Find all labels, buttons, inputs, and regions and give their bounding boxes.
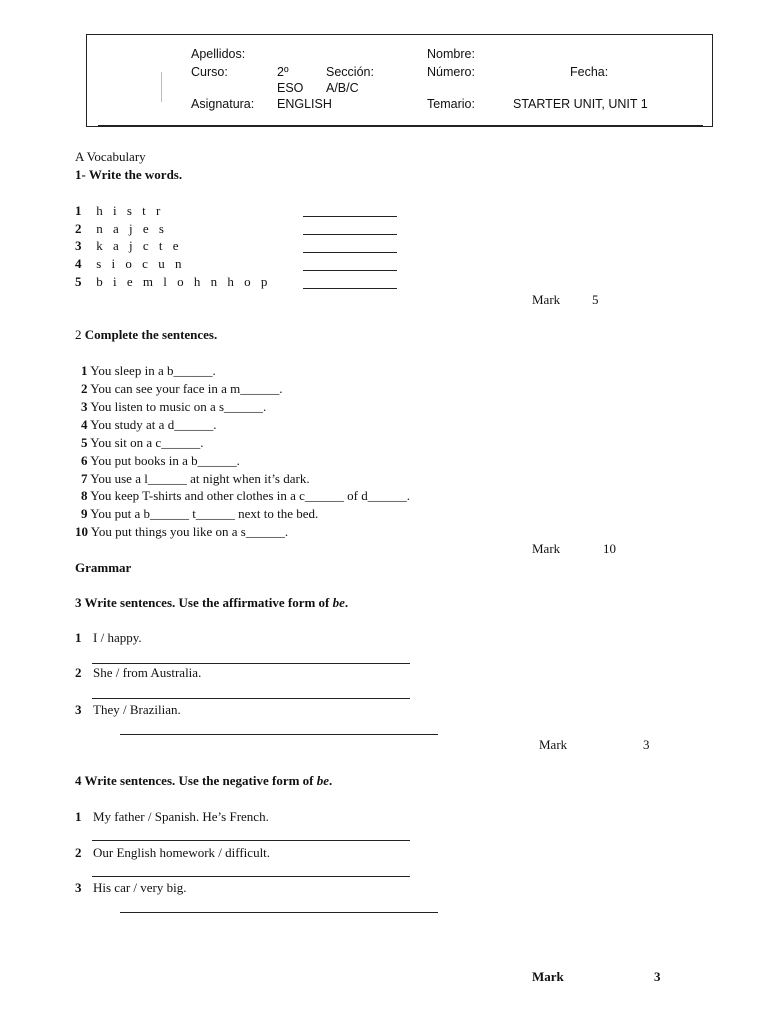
item-number: 3 <box>75 238 82 253</box>
apellidos-label: Apellidos: <box>191 47 246 61</box>
word-row <box>75 274 271 290</box>
scrambled-word: h i s t r <box>96 203 164 218</box>
nombre-label: Nombre: <box>427 47 475 61</box>
curso-value-a: 2º <box>277 65 289 79</box>
exercise-instruction: Complete the sentences. <box>84 327 218 342</box>
scrambled-word: n a j e s <box>96 221 168 236</box>
answer-line[interactable] <box>92 840 410 841</box>
answer-line[interactable] <box>303 216 397 217</box>
prompt-item: 1 I / happy. <box>75 630 142 645</box>
answer-line[interactable] <box>303 234 397 235</box>
header-rule <box>98 125 703 126</box>
answer-line[interactable] <box>303 288 397 289</box>
scrambled-word: k a j c t e <box>96 238 183 253</box>
word-row <box>75 203 164 219</box>
seccion-value: A/B/C <box>326 81 359 95</box>
section-a-heading: A Vocabulary <box>75 149 146 164</box>
sentence-item: 3 You listen to music on a s______. <box>81 399 267 414</box>
mark-label: Mark <box>532 969 564 984</box>
prompt-item: 2 She / from Australia. <box>75 665 202 680</box>
exercise-1-title: 1- Write the words. <box>75 167 183 182</box>
item-number: 1 <box>75 203 82 218</box>
answer-line[interactable] <box>120 912 438 913</box>
sentence-item: 7 You use a l______ at night when it’s dark. <box>81 471 310 486</box>
answer-line[interactable] <box>92 876 410 877</box>
curso-label: Curso: <box>191 65 228 79</box>
sentence-item: 1 You sleep in a b______. <box>81 363 216 378</box>
header-divider <box>161 72 162 102</box>
curso-value-b: ESO <box>277 81 304 95</box>
asignatura-label: Asignatura: <box>191 97 255 111</box>
prompt-item: 1 My father / Spanish. He’s French. <box>75 809 269 824</box>
word-row <box>75 221 167 237</box>
asignatura-value: ENGLISH <box>277 97 332 111</box>
mark-value: 3 <box>643 737 650 752</box>
seccion-label: Sección: <box>326 65 374 79</box>
answer-line[interactable] <box>92 698 410 699</box>
prompt-item: 3 They / Brazilian. <box>75 702 181 717</box>
mark-label: Mark <box>532 292 561 307</box>
sentence-item: 10 You put things you like on a s______. <box>75 524 289 539</box>
scrambled-word: b i e m l o h n h o p <box>96 274 271 289</box>
mark-value: 10 <box>603 541 616 556</box>
prompt-item: 2 Our English homework / difficult. <box>75 845 271 860</box>
fecha-label: Fecha: <box>570 65 609 79</box>
answer-line[interactable] <box>120 734 438 735</box>
exercise-4-title: 4 Write sentences. Use the negative form of be. <box>75 773 333 788</box>
item-number: 5 <box>75 274 82 289</box>
exercise-number: 2 <box>75 327 82 342</box>
answer-line[interactable] <box>303 270 397 271</box>
numero-label: Número: <box>427 65 475 79</box>
mark-value: 3 <box>654 969 661 984</box>
mark-value: 5 <box>592 292 599 307</box>
prompt-item: 3 His car / very big. <box>75 880 187 895</box>
scrambled-word: s i o c u n <box>96 256 185 271</box>
mark-label: Mark <box>539 737 568 752</box>
exercise-3-title: 3 Write sentences. Use the affirmative form of be. <box>75 595 349 610</box>
mark-label: Mark <box>532 541 561 556</box>
sentence-item: 4 You study at a d______. <box>81 417 217 432</box>
sentence-item: 9 You put a b______ t______ next to the bed. <box>81 506 319 521</box>
grammar-heading: Grammar <box>75 560 132 575</box>
item-number: 4 <box>75 256 82 271</box>
exercise-2-title <box>75 327 217 343</box>
sentence-item: 5 You sit on a c______. <box>81 435 204 450</box>
word-row <box>75 238 182 254</box>
temario-label: Temario: <box>427 97 475 111</box>
sentence-item: 8 You keep T-shirts and other clothes in a c______ of d______. <box>81 488 410 503</box>
item-number: 2 <box>75 221 82 236</box>
sentence-item: 2 You can see your face in a m______. <box>81 381 283 396</box>
answer-line[interactable] <box>303 252 397 253</box>
sentence-item: 6 You put books in a b______. <box>81 453 240 468</box>
header-box <box>86 34 713 127</box>
temario-value: STARTER UNIT, UNIT 1 <box>513 97 648 111</box>
word-row <box>75 256 185 272</box>
answer-line[interactable] <box>92 663 410 664</box>
